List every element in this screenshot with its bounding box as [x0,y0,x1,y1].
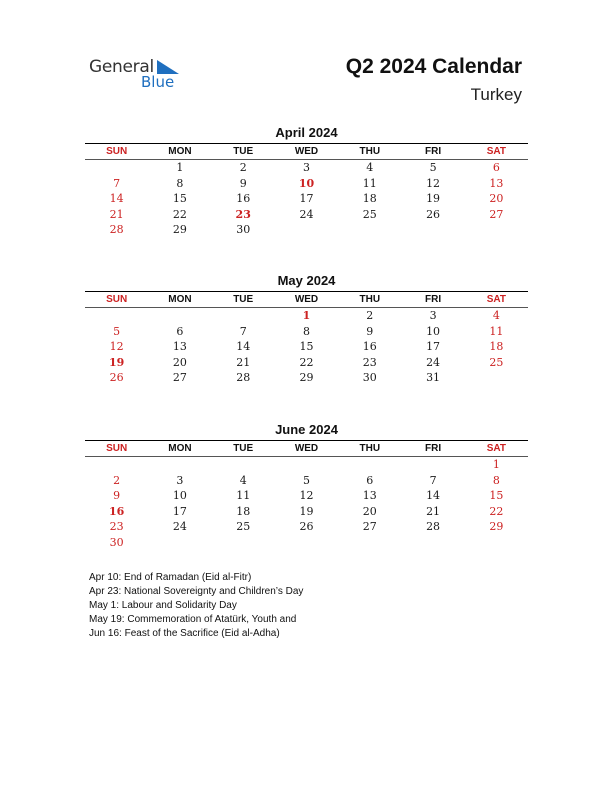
day-cell: 2 [239,161,247,174]
day-cell: 18 [236,504,251,518]
day-cell: 14 [109,192,124,205]
day-cell: 9 [113,489,121,502]
weekday-label-thu: THU [359,146,381,157]
holiday-note: Apr 23: National Sovereignty and Children’s Day [89,586,304,597]
empty-day-cell [148,457,211,473]
day-cell: 7 [113,176,121,190]
day-cell: 18 [489,340,504,353]
day-cell: 16 [236,192,251,205]
weekday-label-fri: FRI [425,146,442,157]
day-cell: 27 [172,371,187,384]
empty-day-cell [338,457,401,473]
weekday-label-tue: TUE [233,294,254,305]
day-cell: 13 [362,489,377,502]
day-cell: 3 [176,473,184,487]
day-cell: 22 [172,207,187,221]
day-cell: 6 [176,324,184,338]
holiday-note: May 19: Commemoration of Atatürk, Youth and [89,614,297,625]
day-cell: 2 [366,309,374,322]
day-cell: 30 [362,371,377,384]
day-cell: 12 [109,340,124,353]
day-cell: 25 [236,520,251,533]
day-cell: 5 [429,161,437,174]
day-cell: 23 [362,355,377,369]
day-cell: 5 [113,324,121,338]
day-cell: 16 [362,340,377,353]
weekday-label-sun: SUN [106,146,128,157]
day-cell: 7 [239,324,247,338]
day-cell: 7 [429,473,437,487]
weekday-header [85,291,528,308]
weekday-label-sat: SAT [486,146,506,157]
day-cell: 9 [239,176,247,190]
day-cell: 24 [426,355,441,369]
day-cell: 10 [426,324,441,338]
month-april [85,125,528,238]
day-cell: 17 [299,192,314,205]
holiday-note: Jun 16: Feast of the Sacrifice (Eid al-Adha) [89,628,280,639]
page-title: Q2 2024 Calendar [345,55,522,78]
day-cell: 16 [108,504,125,518]
logo [89,57,189,97]
month-june [85,422,528,550]
weekday-label-thu: THU [359,443,381,454]
weekday-label-sat: SAT [486,443,506,454]
empty-day-cell [401,457,464,473]
day-cell: 31 [426,371,441,384]
day-cell: 20 [489,192,504,205]
day-cell: 25 [362,207,377,221]
day-cell: 21 [426,504,441,518]
day-grid [85,457,528,550]
day-cell: 6 [366,473,374,487]
day-cell: 17 [172,504,187,518]
empty-day-cell [212,308,275,324]
day-cell: 23 [109,520,124,533]
day-cell: 5 [302,473,310,487]
empty-day-cell [85,160,148,176]
holiday-notes [89,571,303,641]
month-title: June 2024 [275,422,338,437]
day-cell: 8 [302,324,310,338]
weekday-label-thu: THU [359,294,381,305]
month-title: April 2024 [275,125,338,140]
logo-text-general: General [89,57,154,77]
empty-day-cell [212,457,275,473]
country-name: Turkey [470,85,522,104]
day-cell: 26 [299,520,314,533]
day-cell: 4 [239,473,247,487]
day-cell: 14 [426,489,441,502]
empty-day-cell [85,457,148,473]
day-cell: 6 [492,161,500,174]
weekday-label-sat: SAT [486,294,506,305]
holiday-note: May 1: Labour and Solidarity Day [89,600,237,611]
day-cell: 13 [489,176,504,190]
empty-day-cell [85,308,148,324]
day-cell: 18 [362,192,377,205]
day-cell: 10 [298,176,315,190]
day-cell: 21 [109,207,124,221]
weekday-label-wed: WED [294,443,319,454]
month-title: May 2024 [277,273,336,288]
day-cell: 1 [492,458,500,471]
day-cell: 28 [426,520,441,533]
day-cell: 19 [299,504,314,518]
empty-day-cell [148,308,211,324]
day-cell: 22 [299,355,314,369]
day-cell: 27 [489,207,504,221]
day-cell: 8 [176,176,184,190]
day-cell: 29 [172,223,187,236]
day-cell: 13 [172,340,187,353]
day-cell: 4 [492,309,500,322]
weekday-label-tue: TUE [233,146,254,157]
day-cell: 17 [426,340,441,353]
day-grid [85,160,528,238]
logo-flag-icon [157,60,179,74]
day-cell: 24 [172,520,187,533]
weekday-header [85,143,528,160]
day-cell: 25 [489,355,504,369]
logo-text-blue: Blue [141,73,175,91]
weekday-label-mon: MON [168,294,192,305]
day-cell: 14 [236,340,251,353]
day-cell: 26 [426,207,441,221]
day-cell: 3 [429,309,437,322]
day-cell: 22 [489,504,504,518]
day-cell: 15 [299,340,314,353]
weekday-label-mon: MON [168,443,192,454]
day-cell: 23 [235,207,251,221]
day-cell: 26 [109,371,124,384]
day-cell: 2 [113,473,121,487]
weekday-label-sun: SUN [106,294,128,305]
day-cell: 30 [109,535,124,549]
day-cell: 10 [172,489,187,502]
day-cell: 11 [489,324,504,338]
day-cell: 28 [236,371,251,384]
day-cell: 15 [172,192,187,205]
day-cell: 12 [299,489,314,502]
weekday-header [85,440,528,457]
weekday-label-fri: FRI [425,443,442,454]
weekday-label-wed: WED [294,146,319,157]
day-cell: 9 [366,324,374,338]
month-may [85,273,528,386]
day-cell: 1 [176,161,184,174]
day-cell: 24 [299,207,314,221]
day-cell: 21 [236,355,251,369]
day-cell: 3 [302,161,310,174]
weekday-label-sun: SUN [106,443,128,454]
day-cell: 11 [362,176,377,190]
day-cell: 8 [492,473,500,487]
day-cell: 4 [366,161,374,174]
holiday-note: Apr 10: End of Ramadan (Eid al-Fitr) [89,572,252,583]
day-cell: 12 [426,176,441,190]
weekday-label-wed: WED [294,294,319,305]
day-cell: 30 [236,223,251,236]
day-cell: 19 [108,355,125,369]
day-cell: 20 [172,355,187,369]
day-cell: 20 [362,504,377,518]
day-grid [85,308,528,386]
day-cell: 28 [109,223,124,236]
day-cell: 29 [489,520,504,533]
day-cell: 15 [489,489,504,502]
day-cell: 27 [362,520,377,533]
weekday-label-fri: FRI [425,294,442,305]
day-cell: 19 [426,192,441,205]
day-cell: 11 [236,489,251,502]
weekday-label-tue: TUE [233,443,254,454]
day-cell: 1 [302,309,311,322]
empty-day-cell [275,457,338,473]
weekday-label-mon: MON [168,146,192,157]
day-cell: 29 [299,371,314,384]
